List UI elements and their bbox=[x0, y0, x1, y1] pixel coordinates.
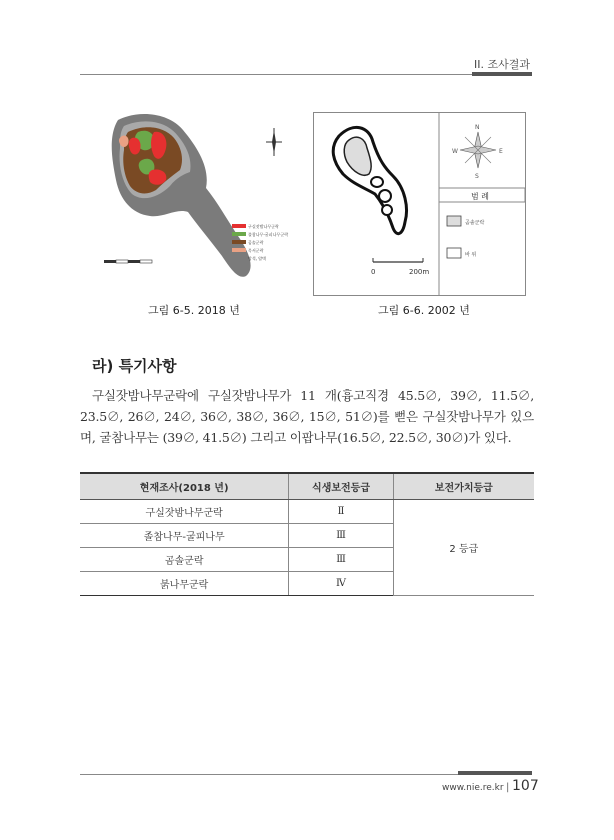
compass-w: W bbox=[452, 148, 458, 155]
body-paragraph: 구실잣밤나무군락에 구실잣밤나무가 11 개(흉고직경 45.5∅, 39∅, 11.5∅, 23.5∅, 26∅, 24∅, 36∅, 38∅, 36∅, 15∅, 51∅)를 뻗은 구실잣밤나무가 있으며, 굴참나무는 (39∅, 41.5∅) 그리고 이팝나무(16.5∅, 22.5∅, 30∅)가 있다. bbox=[80, 388, 534, 445]
grade-table bbox=[80, 472, 534, 596]
compass-e: E bbox=[499, 148, 503, 155]
legend-item: 구실잣밤나무군락 bbox=[248, 224, 279, 229]
chapter-header: II. 조사결과 bbox=[474, 58, 530, 71]
table-header: 식생보전등급 bbox=[289, 473, 393, 500]
figure-caption: 그림 6-6. 2002 년 bbox=[378, 304, 470, 317]
footer-accent-bar bbox=[458, 771, 532, 775]
figure-2018-map bbox=[98, 108, 302, 280]
community-name: 졸참나무-굴피나무 bbox=[80, 524, 289, 548]
scale-end: 200m bbox=[409, 268, 430, 276]
vegetation-grade: Ⅲ bbox=[289, 524, 393, 548]
figure-2002-map bbox=[313, 112, 526, 296]
compass-s: S bbox=[475, 173, 479, 180]
compass-n: N bbox=[475, 124, 480, 131]
community-name: 붉나무군락 bbox=[80, 572, 289, 596]
conservation-grade: 2 등급 bbox=[393, 500, 534, 596]
legend-item: 암석, 암벽 bbox=[248, 256, 266, 261]
vegetation-grade: Ⅳ bbox=[289, 572, 393, 596]
table-header: 현재조사(2018 년) bbox=[80, 473, 289, 500]
header-rule bbox=[80, 74, 532, 75]
scale-start: 0 bbox=[371, 268, 376, 276]
legend-title: 범 례 bbox=[471, 192, 489, 201]
legend-item: 졸참나무-굴피나무군락 bbox=[248, 232, 289, 237]
north-arrow-icon bbox=[266, 128, 282, 156]
scale-bar-icon bbox=[104, 260, 152, 263]
table-row bbox=[80, 500, 534, 524]
legend-item: 바 위 bbox=[465, 252, 477, 258]
page-number: 107 bbox=[512, 778, 539, 794]
table-header: 보전가치등급 bbox=[393, 473, 534, 500]
header-accent-bar bbox=[472, 72, 532, 76]
compass-rose-icon bbox=[460, 132, 496, 168]
legend-item: 묵서군락 bbox=[248, 248, 264, 253]
community-name: 곰솔군락 bbox=[80, 548, 289, 572]
legend-item: 곰솔군락 bbox=[465, 220, 485, 226]
vegetation-grade: Ⅱ bbox=[289, 500, 393, 524]
figure-caption: 그림 6-5. 2018 년 bbox=[148, 304, 240, 317]
footer-url: www.nie.re.kr bbox=[442, 783, 504, 793]
section-title: 라) 특기사항 bbox=[92, 357, 177, 375]
community-name: 구실잣밤나무군락 bbox=[80, 500, 289, 524]
vegetation-grade: Ⅲ bbox=[289, 548, 393, 572]
footer-separator: | bbox=[506, 782, 510, 793]
legend-item: 곰솔군락 bbox=[248, 240, 264, 245]
